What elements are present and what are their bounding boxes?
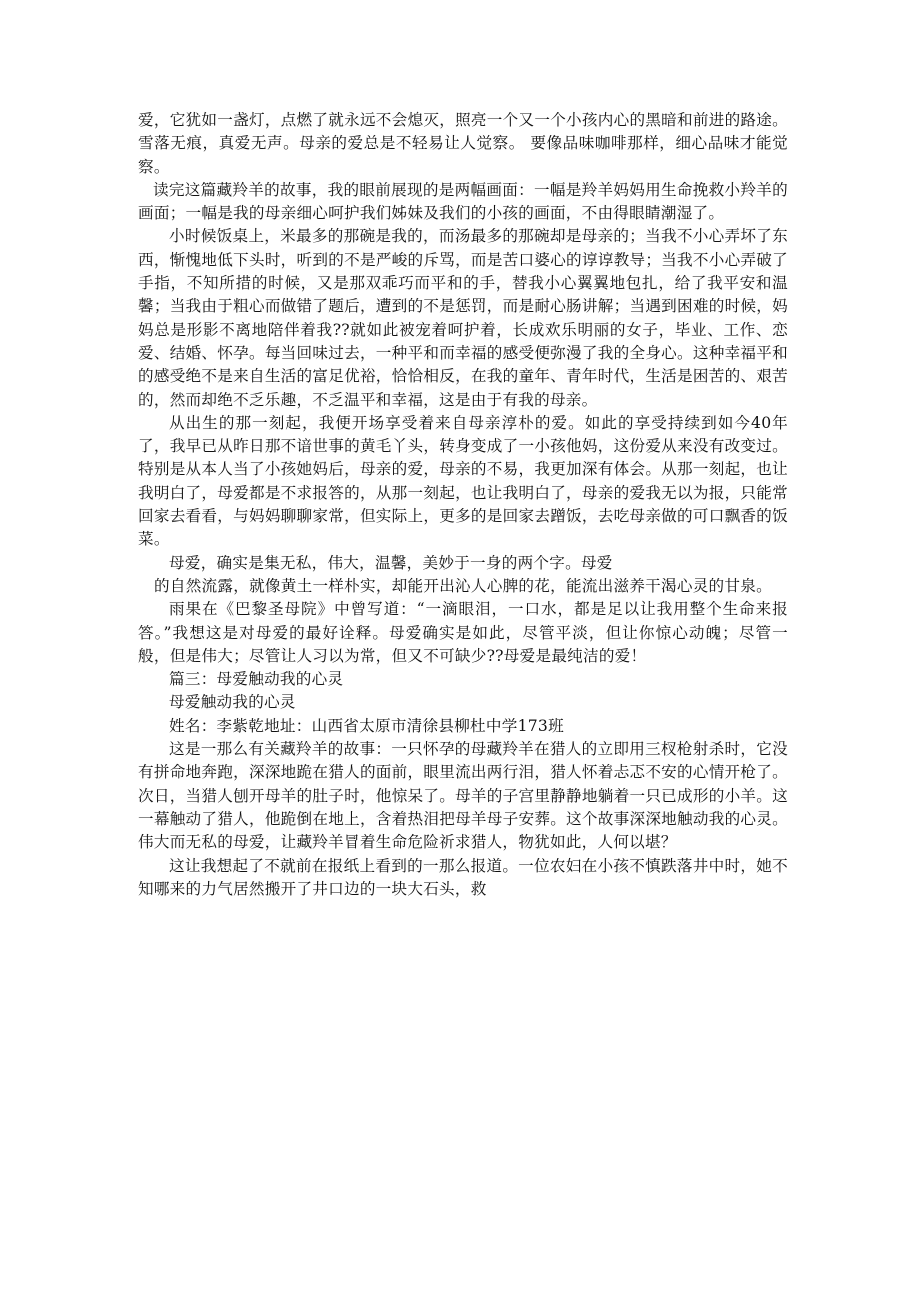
paragraph-intro: 爱，它犹如一盏灯，点燃了就永远不会熄灭，照亮一个又一个小孩内心的黑暗和前进的路途。雪落无痕，真爱无声。母亲的爱总是不轻易让人觉察。 要像品味咖啡那样，细心品味才能觉察。 bbox=[138, 111, 788, 176]
section-heading: 篇三：母爱触动我的心灵 bbox=[169, 670, 344, 689]
article-title: 母爱触动我的心灵 bbox=[169, 693, 296, 712]
paragraph-birth: 从出生的那一刻起，我便开场享受着来自母亲淳朴的爱。如此的享受持续到如今40年了，我早已从昨日那不谙世事的黄毛丫头，转身变成了一小孩他妈，这份爱从来没有改变过。特别是从本人当了小孩她妈后，母亲的爱，母亲的不易，我更加深有体会。从那一刻起，也让我明白了，母爱都是不求报答的，从那一刻起，也让我明白了，母亲的爱我无以为报，只能常回家去看看，与妈妈聊聊家常，但实际上，更多的是回家去蹭饭，去吃母亲做的可口飘香的饭菜。 bbox=[138, 413, 788, 549]
document-body bbox=[138, 109, 788, 901]
paragraph-hugo: 雨果在《巴黎圣母院》中曾写道：“一滴眼泪，一口水，都是足以让我用整个生命来报答。”我想这是对母爱的最好诠释。母爱确实是如此，尽管平淡，但让你惊心动魄；尽管一般，但是伟大；尽管让人习以为常，但又不可缺少??母爱是最纯洁的爱！ bbox=[138, 600, 788, 665]
paragraph-news: 这让我想起了不就前在报纸上看到的一那么报道。一位农妇在小孩不慎跌落井中时，她不知哪来的力气居然搬开了井口边的一块大石头，救 bbox=[138, 856, 788, 898]
paragraph-maternal-love: 母爱，确实是集无私，伟大，温馨，美妙于一身的两个字。母爱 bbox=[169, 553, 613, 572]
author-line: 姓名：李紫乾地址：山西省太原市清徐县柳杜中学173班 bbox=[169, 716, 564, 735]
paragraph-childhood: 小时候饭桌上，米最多的那碗是我的，而汤最多的那碗却是母亲的；当我不小心弄坏了东西，惭愧地低下头时，听到的不是严峻的斥骂，而是苦口婆心的谆谆教导；当我不小心弄破了手指，不知所措的时候，又是那双乖巧而平和的手，替我小心翼翼地包扎，给了我平安和温馨；当我由于粗心而做错了题后，遭到的不是惩罚，而是耐心肠讲解；当遇到困难的时候，妈妈总是形影不离地陪伴着我??就如此被宠着呵护着，长成欢乐明丽的女子，毕业、工作、恋爱、结婚、怀孕。每当回味过去，一种平和而幸福的感受便弥漫了我的全身心。这种幸福平和的感受绝不是来自生活的富足优裕，恰恰相反，在我的童年、青年时代，生活是困苦的、艰苦的，然而却绝不乏乐趣，不乏温平和幸福，这是由于有我的母亲。 bbox=[138, 227, 788, 409]
paragraph-antelope: 这是一那么有关藏羚羊的故事：一只怀孕的母藏羚羊在猎人的立即用三杈枪射杀时，它没有拼命地奔跑，深深地跪在猎人的面前，眼里流出两行泪，猎人怀着忐忑不安的心情开枪了。次日，当猎人刨开母羊的肚子时，他惊呆了。母羊的子宫里静静地躺着一只已成形的小羊。这一幕触动了猎人，他跪倒在地上，含着热泪把母羊母子安葬。这个故事深深地触动我的心灵。伟大而无私的母爱，让藏羚羊冒着生命危险祈求猎人，物犹如此，人何以堪？ bbox=[138, 740, 788, 852]
paragraph-reading: 读完这篇藏羚羊的故事，我的眼前展现的是两幅画面：一幅是羚羊妈妈用生命挽救小羚羊的画面；一幅是我的母亲细心呵护我们姊妹及我们的小孩的画面，不由得眼睛潮湿了。 bbox=[138, 180, 788, 223]
paragraph-natural-flow: 的自然流露，就像黄土一样朴实，却能开出沁人心脾的花，能流出滋养干渴心灵的甘泉。 bbox=[154, 576, 772, 595]
